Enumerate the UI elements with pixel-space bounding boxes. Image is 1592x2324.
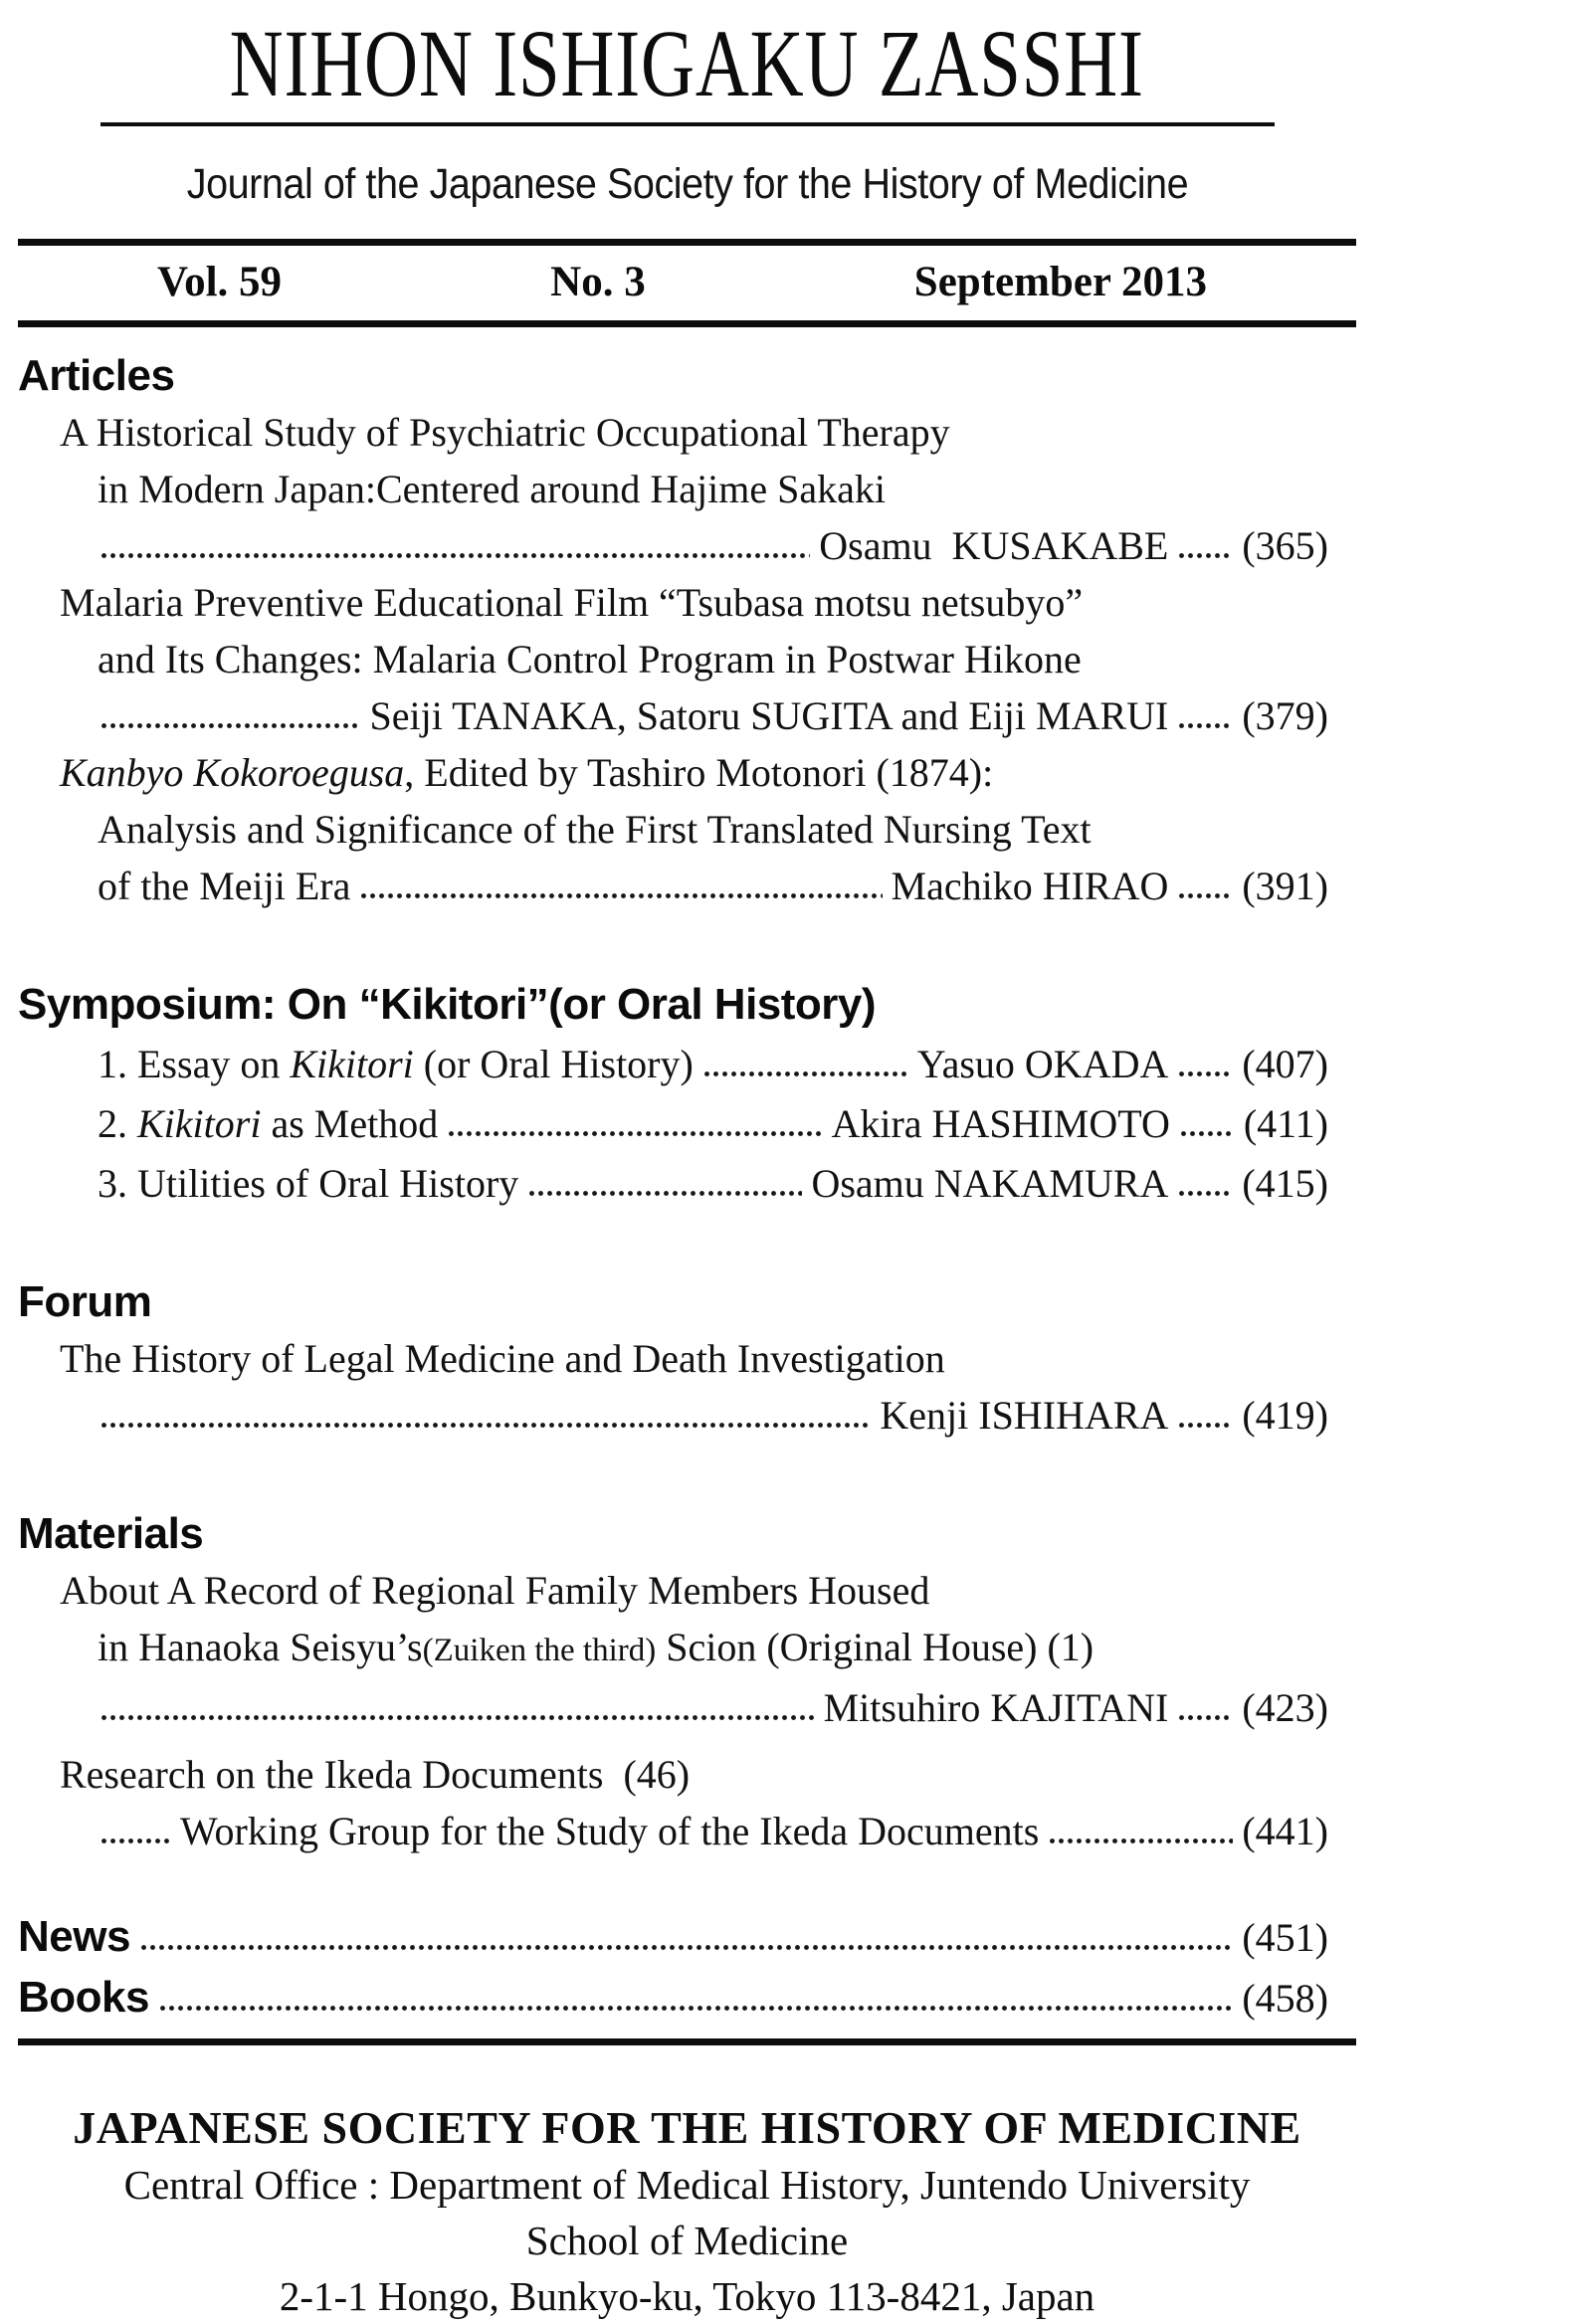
entry-page: (451) <box>1242 1915 1328 1961</box>
volume-label: Vol. 59 <box>157 259 283 306</box>
dot-leader <box>1177 1070 1233 1077</box>
entry-authors: Working Group for the Study of the Ikeda Documents <box>180 1809 1040 1854</box>
entry-authors: Akira HASHIMOTO <box>831 1101 1170 1147</box>
divider-footer <box>18 2038 1356 2045</box>
entry-authors: Mitsuhiro KAJITANI <box>823 1685 1169 1731</box>
entry-authors: Yasuo OKADA <box>916 1042 1169 1087</box>
entry-title-italic: Kikitori <box>290 1042 414 1087</box>
dot-leader <box>447 1130 822 1137</box>
dot-leader <box>139 1944 1233 1951</box>
dot-leader <box>1177 1714 1233 1721</box>
dot-leader <box>100 722 361 729</box>
issue-info-row <box>18 246 1356 320</box>
publisher-block <box>18 2099 1356 2324</box>
dot-leader <box>1177 892 1233 899</box>
entry-title-line: in Modern Japan:Centered around Hajime Sakaki <box>98 467 886 512</box>
journal-contents-page <box>18 0 1356 2324</box>
section-heading-materials: Materials <box>18 1509 204 1559</box>
society-name: JAPANESE SOCIETY FOR THE HISTORY OF MEDICINE <box>73 2102 1301 2154</box>
toc-entry <box>18 404 1356 574</box>
entry-title-rest: , Edited by Tashiro Motonori (1874): <box>404 750 994 796</box>
dot-leader <box>1177 1422 1233 1429</box>
entry-page: (458) <box>1242 1976 1328 2022</box>
entry-author-line <box>98 1679 1356 1736</box>
divider-top <box>18 239 1356 246</box>
entry-authors: Osamu NAKAMURA <box>811 1161 1169 1207</box>
entry-title-small: (Zuiken the third) <box>422 1633 657 1669</box>
section-heading-articles: Articles <box>18 351 175 401</box>
dot-leader <box>100 552 810 559</box>
toc-entry <box>18 574 1356 744</box>
masthead <box>18 10 1356 209</box>
entry-title-prefix: of the Meiji Era <box>98 864 351 909</box>
section-heading-symposium: Symposium: On “Kikitori”(or Oral History) <box>18 980 877 1030</box>
journal-subtitle: Journal of the Japanese Society for the History of Medicine <box>186 159 1188 208</box>
entry-page: (441) <box>1242 1809 1328 1854</box>
entry-title-line: and Its Changes: Malaria Control Program in Postwar Hikone <box>98 637 1082 682</box>
divider-issue-bottom <box>18 320 1356 327</box>
dot-leader <box>1048 1838 1233 1844</box>
entry-page: (391) <box>1242 864 1328 909</box>
entry-author-line <box>98 1803 1356 1859</box>
entry-title-line: A Historical Study of Psychiatric Occupational Therapy <box>60 410 950 456</box>
dot-leader <box>1177 722 1233 729</box>
school-line: School of Medicine <box>525 2218 849 2264</box>
toc-entry <box>18 1330 1356 1444</box>
toc-entry <box>98 1036 1356 1092</box>
toc-entry <box>18 1746 1356 1859</box>
entry-title-italic: Kanbyo Kokoroegusa <box>60 750 405 796</box>
dot-leader <box>702 1070 908 1077</box>
dot-leader <box>527 1190 802 1197</box>
entry-title-italic: Kikitori <box>137 1101 262 1147</box>
toc-entry <box>18 744 1356 914</box>
entry-title-prefix: 1. Essay on <box>98 1042 291 1087</box>
entry-page: (423) <box>1242 1685 1328 1731</box>
news-books-block <box>18 1907 1356 2029</box>
issue-label: No. 3 <box>550 259 646 306</box>
entry-title-line: Analysis and Significance of the First Translated Nursing Text <box>98 807 1092 853</box>
entry-page: (365) <box>1242 523 1328 569</box>
entry-author-line <box>98 687 1356 744</box>
entry-title-line: The History of Legal Medicine and Death Investigation <box>60 1336 945 1382</box>
entry-title-line <box>60 744 1356 801</box>
dot-leader <box>100 1838 171 1844</box>
entry-title-line: Research on the Ikeda Documents (46) <box>60 1752 691 1798</box>
toc-entry <box>18 1562 1356 1736</box>
toc-entry-news <box>18 1907 1356 1968</box>
entry-title-rest: Scion (Original House) (1) <box>656 1625 1094 1670</box>
toc-entry <box>98 1095 1356 1152</box>
entry-page: (379) <box>1242 693 1328 739</box>
dot-leader <box>1177 1190 1233 1197</box>
entry-author-line <box>98 858 1356 914</box>
entry-authors: Seiji TANAKA, Satoru SUGITA and Eiji MARUI <box>369 693 1169 739</box>
dot-leader <box>359 892 882 899</box>
books-label: Books <box>18 1973 149 2023</box>
dot-leader <box>1177 552 1233 559</box>
entry-title-prefix: 3. Utilities of Oral History <box>98 1161 519 1207</box>
entry-page: (415) <box>1242 1161 1328 1207</box>
dot-leader <box>100 1714 815 1721</box>
section-heading-forum: Forum <box>18 1277 152 1327</box>
dot-leader <box>100 1422 871 1429</box>
title-underline <box>100 122 1275 126</box>
toc-entry <box>98 1155 1356 1212</box>
entry-title-line: About A Record of Regional Family Members Housed <box>60 1568 930 1614</box>
dot-leader <box>1179 1130 1235 1137</box>
central-office-line: Central Office : Department of Medical History, Juntendo University <box>123 2162 1251 2209</box>
address-line: 2-1-1 Hongo, Bunkyo-ku, Tokyo 113-8421, Japan <box>279 2273 1095 2320</box>
entry-page: (419) <box>1242 1393 1328 1439</box>
entry-author-line <box>98 517 1356 574</box>
dot-leader <box>158 2005 1233 2012</box>
entry-authors: Machiko HIRAO <box>891 864 1169 909</box>
entry-authors: Kenji ISHIHARA <box>880 1393 1169 1439</box>
entry-title-prefix: 2. <box>98 1101 137 1147</box>
entry-title-rest: (or Oral History) <box>413 1042 694 1087</box>
entry-author-line <box>98 1387 1356 1444</box>
entry-title-line: Malaria Preventive Educational Film “Tsubasa motsu netsubyo” <box>60 580 1084 626</box>
toc-entry-books <box>18 1968 1356 2029</box>
entry-title-rest: as Method <box>261 1101 439 1147</box>
entry-title-line <box>98 1619 1356 1679</box>
news-label: News <box>18 1912 130 1962</box>
journal-title: NIHON ISHIGAKU ZASSHI <box>229 10 1145 116</box>
entry-page: (407) <box>1242 1042 1328 1087</box>
date-label: September 2013 <box>913 259 1207 306</box>
entry-page: (411) <box>1243 1101 1328 1147</box>
entry-title-prefix: in Hanaoka Seisyu’s <box>98 1625 423 1670</box>
entry-authors: Osamu KUSAKABE <box>819 523 1169 569</box>
